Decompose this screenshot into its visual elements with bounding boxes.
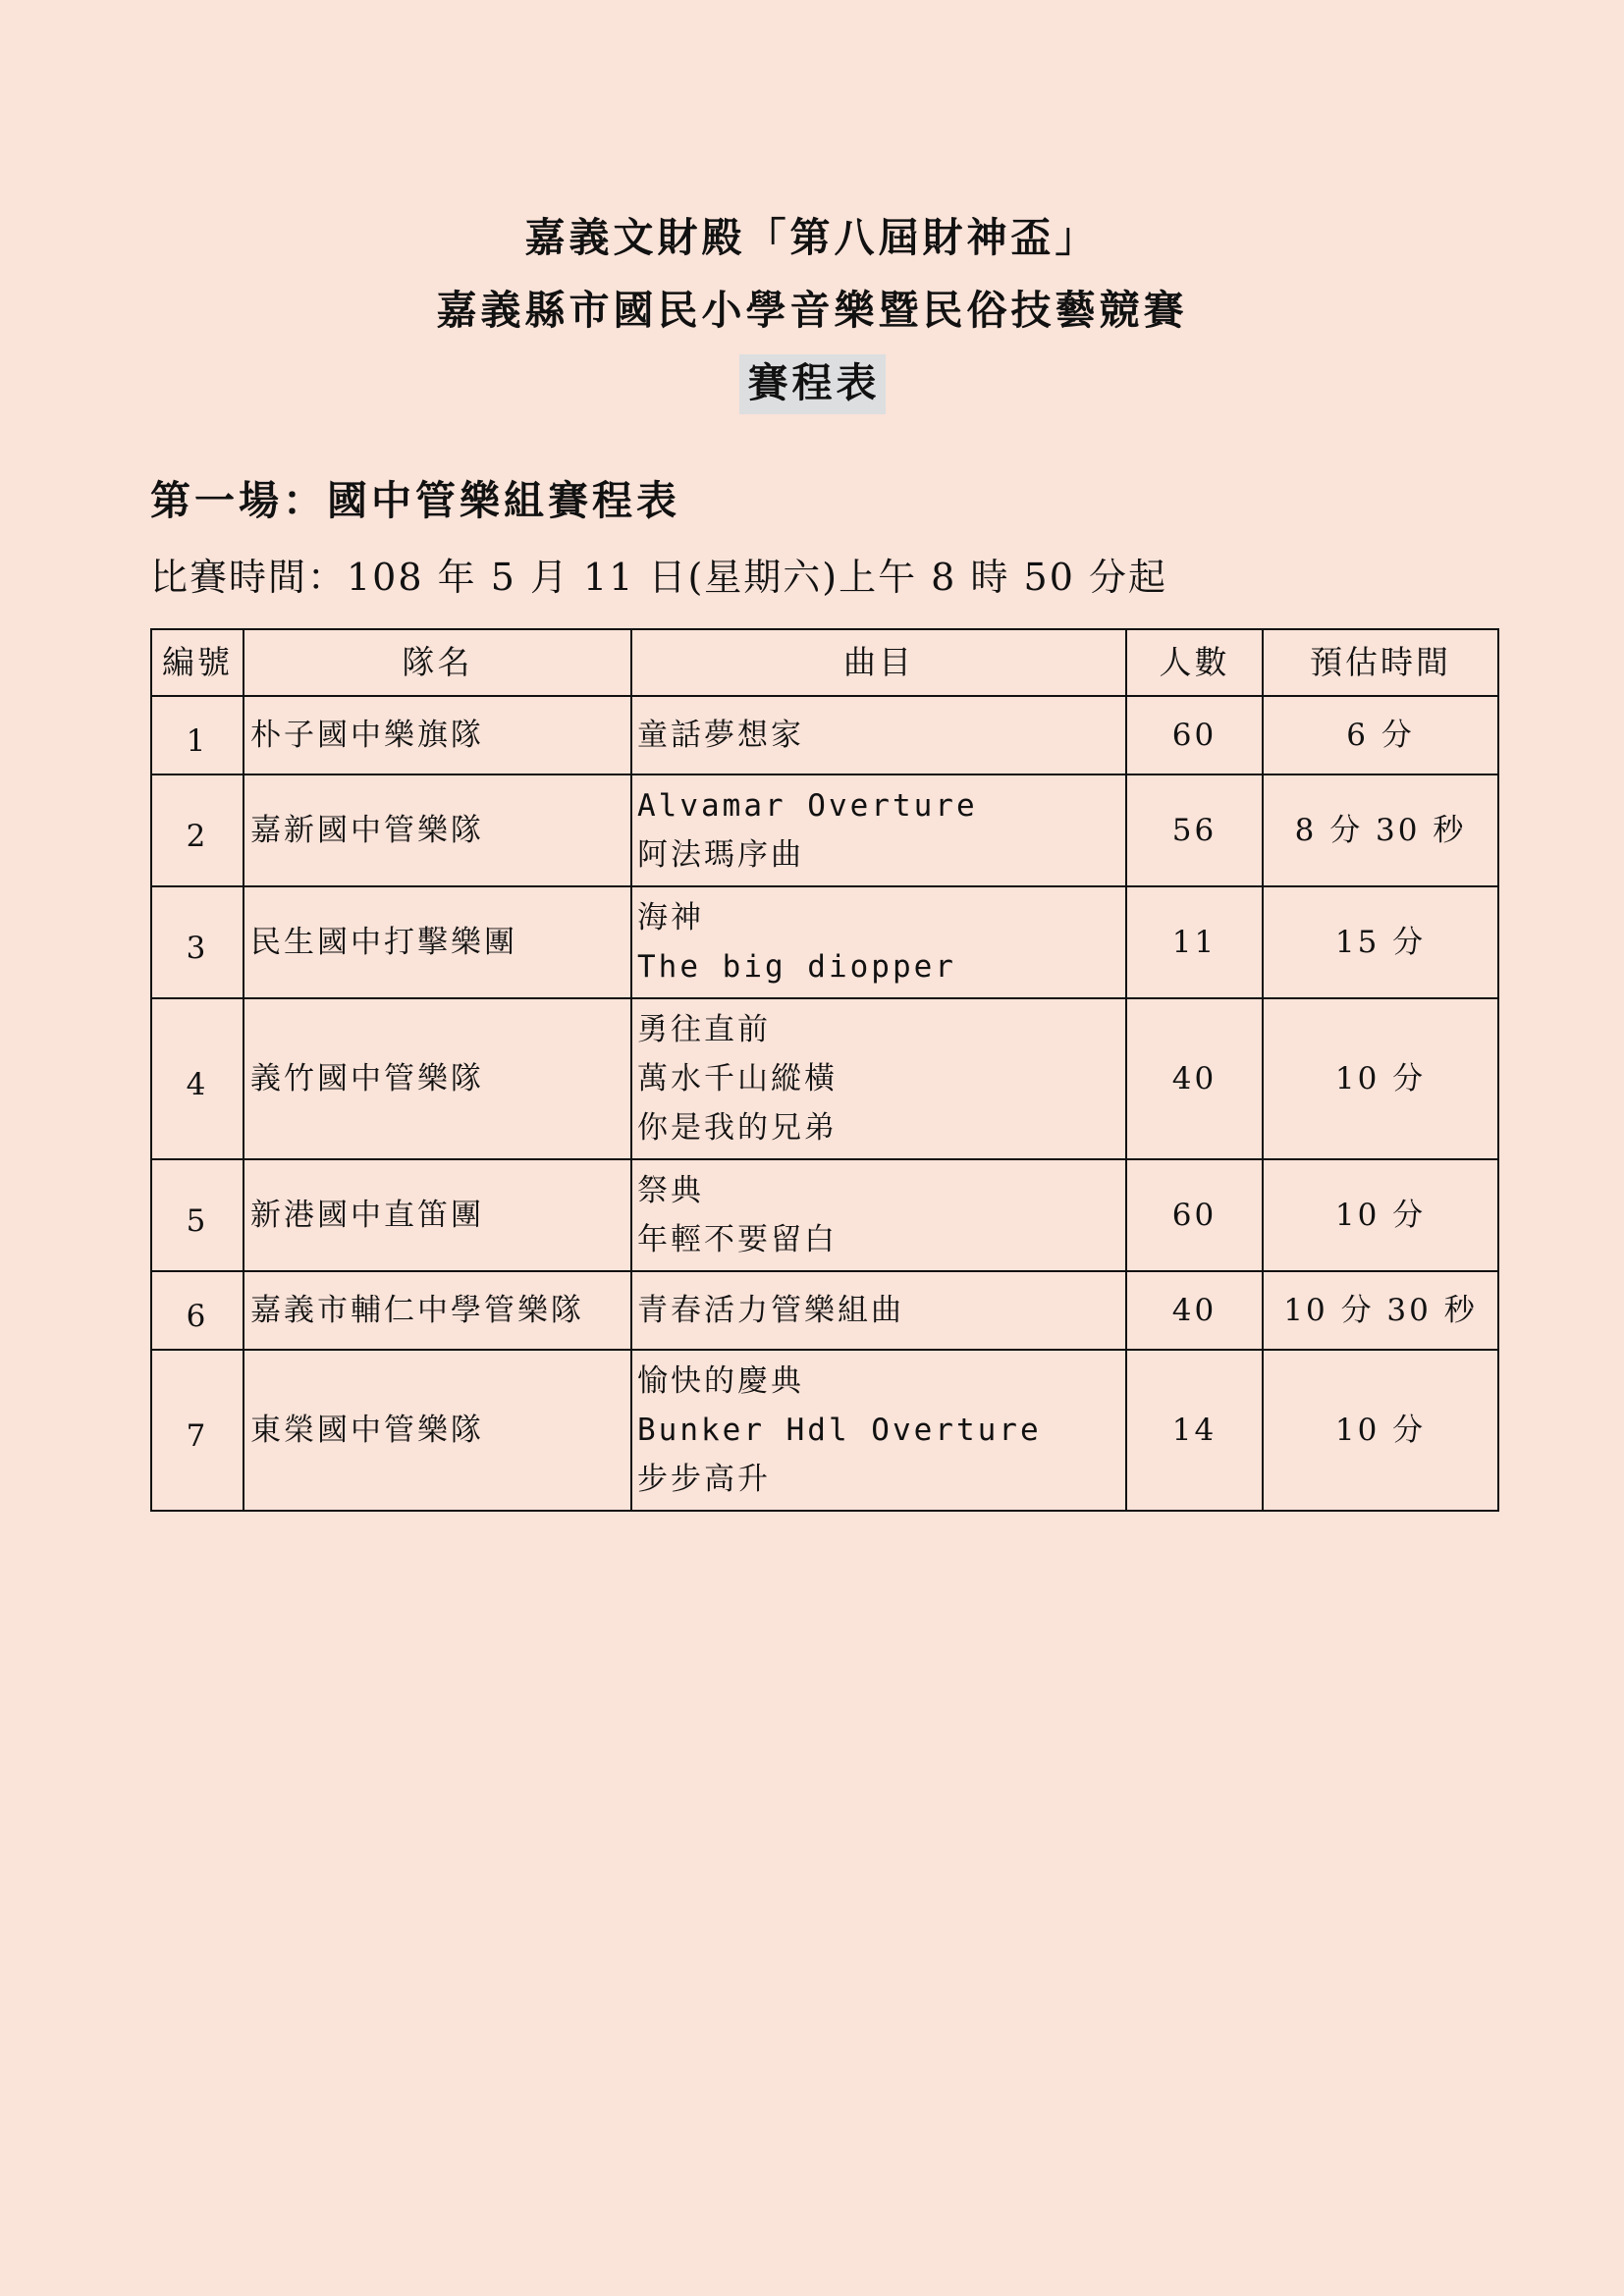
document-title-line1: 嘉義文財殿「第八屆財神盃」 xyxy=(524,214,1100,261)
cell-team: 東榮國中管樂隊 xyxy=(244,1350,631,1511)
cell-pieces xyxy=(631,998,1126,1159)
cell-duration: 10 分 xyxy=(1263,998,1498,1159)
piece-title: 勇往直前 xyxy=(637,1012,771,1047)
cell-people: 40 xyxy=(1126,998,1263,1159)
piece-title: 童話夢想家 xyxy=(637,718,804,753)
piece-title: 愉快的慶典 xyxy=(637,1363,804,1399)
piece-title: 步步高升 xyxy=(637,1462,771,1497)
cell-pieces xyxy=(631,1159,1126,1271)
piece-title: 你是我的兄弟 xyxy=(637,1110,838,1146)
schedule-table xyxy=(150,628,1499,1512)
piece-title: Bunker Hdl Overture xyxy=(637,1413,1042,1448)
table-row xyxy=(151,1271,1498,1350)
cell-number: 3 xyxy=(151,886,244,998)
table-row xyxy=(151,998,1498,1159)
piece-title: 祭典 xyxy=(637,1173,704,1208)
cell-pieces xyxy=(631,696,1126,774)
document-title-line3: 賽程表 xyxy=(739,354,886,414)
cell-people: 60 xyxy=(1126,1159,1263,1271)
cell-people: 14 xyxy=(1126,1350,1263,1511)
cell-people: 60 xyxy=(1126,696,1263,774)
table-row xyxy=(151,1350,1498,1511)
cell-team: 義竹國中管樂隊 xyxy=(244,998,631,1159)
cell-pieces xyxy=(631,1271,1126,1350)
document-title-line2: 嘉義縣市國民小學音樂暨民俗技藝競賽 xyxy=(436,287,1188,334)
section-heading: 第一場：國中管樂組賽程表 xyxy=(150,477,680,524)
document-title-line3-wrapper xyxy=(0,354,1624,414)
piece-title: 年輕不要留白 xyxy=(637,1222,838,1257)
cell-number: 6 xyxy=(151,1271,244,1350)
piece-title: 阿法瑪序曲 xyxy=(637,837,804,873)
table-header-row xyxy=(151,629,1498,696)
cell-team: 民生國中打擊樂團 xyxy=(244,886,631,998)
cell-people: 56 xyxy=(1126,774,1263,886)
cell-people: 11 xyxy=(1126,886,1263,998)
piece-title: 海神 xyxy=(637,900,704,935)
cell-team: 嘉義市輔仁中學管樂隊 xyxy=(244,1271,631,1350)
piece-title: 萬水千山縱橫 xyxy=(637,1061,838,1096)
competition-time: 比賽時間：108 年 5 月 11 日(星期六)上午 8 時 50 分起 xyxy=(150,556,1167,599)
cell-number: 7 xyxy=(151,1350,244,1511)
table-row xyxy=(151,696,1498,774)
table-row xyxy=(151,886,1498,998)
piece-title: 青春活力管樂組曲 xyxy=(637,1293,904,1328)
column-header-people: 人數 xyxy=(1126,629,1263,696)
cell-duration: 10 分 xyxy=(1263,1350,1498,1511)
piece-title: Alvamar Overture xyxy=(637,788,978,824)
column-header-duration: 預估時間 xyxy=(1263,629,1498,696)
cell-duration: 10 分 xyxy=(1263,1159,1498,1271)
cell-duration: 6 分 xyxy=(1263,696,1498,774)
column-header-pieces: 曲目 xyxy=(631,629,1126,696)
column-header-number: 編號 xyxy=(151,629,244,696)
column-header-team: 隊名 xyxy=(244,629,631,696)
piece-title: The big diopper xyxy=(637,949,956,985)
table-row xyxy=(151,1159,1498,1271)
cell-number: 1 xyxy=(151,696,244,774)
cell-team: 朴子國中樂旗隊 xyxy=(244,696,631,774)
table-row xyxy=(151,774,1498,886)
cell-duration: 8 分 30 秒 xyxy=(1263,774,1498,886)
cell-team: 新港國中直笛團 xyxy=(244,1159,631,1271)
cell-pieces xyxy=(631,774,1126,886)
cell-people: 40 xyxy=(1126,1271,1263,1350)
cell-pieces xyxy=(631,1350,1126,1511)
cell-number: 4 xyxy=(151,998,244,1159)
cell-duration: 10 分 30 秒 xyxy=(1263,1271,1498,1350)
cell-duration: 15 分 xyxy=(1263,886,1498,998)
cell-pieces xyxy=(631,886,1126,998)
cell-number: 2 xyxy=(151,774,244,886)
cell-number: 5 xyxy=(151,1159,244,1271)
cell-team: 嘉新國中管樂隊 xyxy=(244,774,631,886)
